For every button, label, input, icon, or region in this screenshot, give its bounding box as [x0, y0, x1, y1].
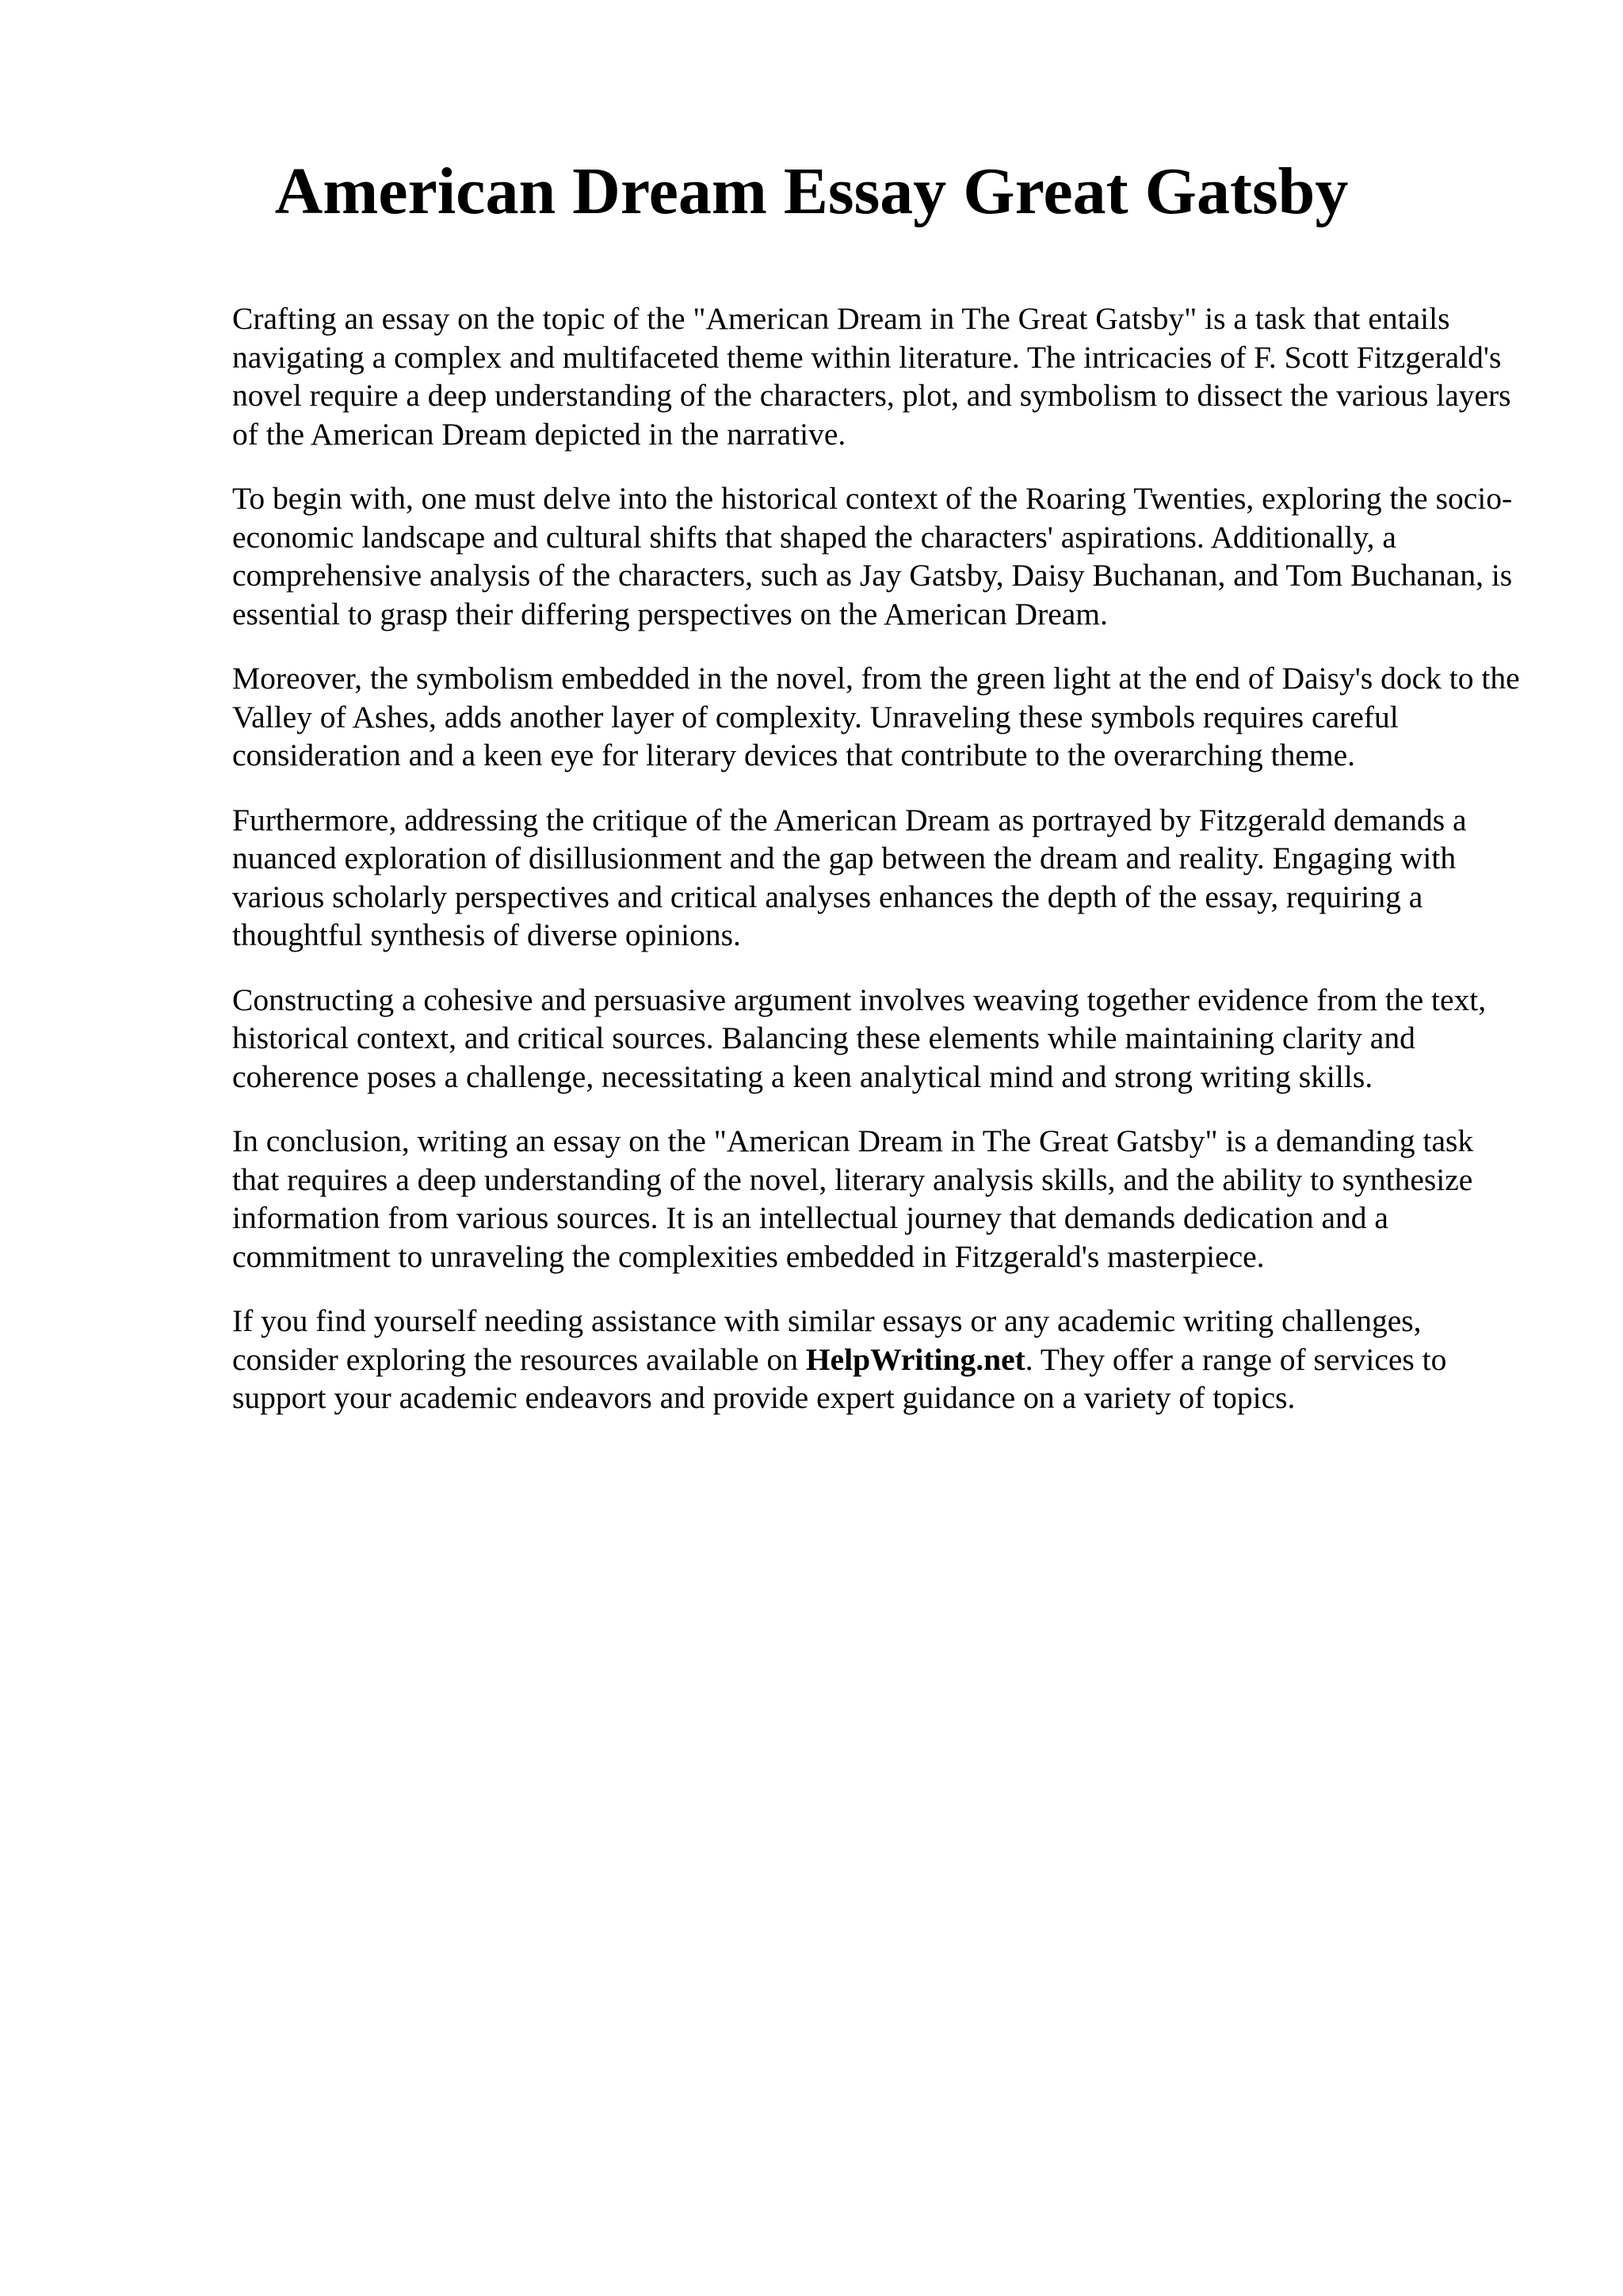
paragraph-closing [232, 1302, 1524, 1417]
closing-text-before: If you find yourself needing assistance with similar essays or any academic writing challenges, consider exploring the resources available on [232, 1303, 1422, 1377]
paragraph-argument: Constructing a cohesive and persuasive argument involves weaving together evidence from the text, historical context, and critical sources. Balancing these elements while maintaining clarity and coherence poses a challenge, necessitating a keen analytical mind and strong writing skills. [232, 982, 1487, 1094]
closing-text-after: . They offer a range of services to support your academic endeavors and provide expert guidance on a variety of topics. [232, 1341, 1447, 1415]
paragraph-conclusion: In conclusion, writing an essay on the "American Dream in The Great Gatsby" is a demanding task that requires a deep understanding of the novel, literary analysis skills, and the ability to synthesize information from various sources. It is an intellectual journey that demands dedication and a commitment to unraveling the complexities embedded in Fitzgerald's masterpiece. [232, 1123, 1474, 1274]
helpwriting-link[interactable]: HelpWriting.net [805, 1341, 1025, 1377]
paragraph-critique: Furthermore, addressing the critique of the American Dream as portrayed by Fitzgerald demands a nuanced exploration of disillusionment and the gap between the dream and reality. Engaging with various scholarly perspectives and critical analyses enhances the depth of the essay, requiring a thoughtful synthesis of diverse opinions. [232, 802, 1467, 952]
document-body [232, 299, 1524, 1444]
document-title: American Dream Essay Great Gatsby [274, 154, 1349, 228]
paragraph-symbolism: Moreover, the symbolism embedded in the novel, from the green light at the end of Daisy's dock to the Valley of Ashes, adds another layer of complexity. Unraveling these symbols requires careful consideration and a keen eye for literary devices that contribute to the overarching theme. [232, 661, 1520, 772]
paragraph-historical-context: To begin with, one must delve into the historical context of the Roaring Twenties, exploring the socio-economic landscape and cultural shifts that shaped the characters' aspirations. Additionally, a comprehensive analysis of the characters, such as Jay Gatsby, Daisy Buchanan, and Tom Buchanan, is essential to grasp their differing perspectives on the American Dream. [232, 481, 1513, 631]
paragraph-intro: Crafting an essay on the topic of the "American Dream in The Great Gatsby" is a task that entails navigating a complex and multifaceted theme within literature. The intricacies of F. Scott Fitzgerald's novel require a deep understanding of the characters, plot, and symbolism to dissect the various layers of the American Dream depicted in the narrative. [232, 301, 1511, 452]
